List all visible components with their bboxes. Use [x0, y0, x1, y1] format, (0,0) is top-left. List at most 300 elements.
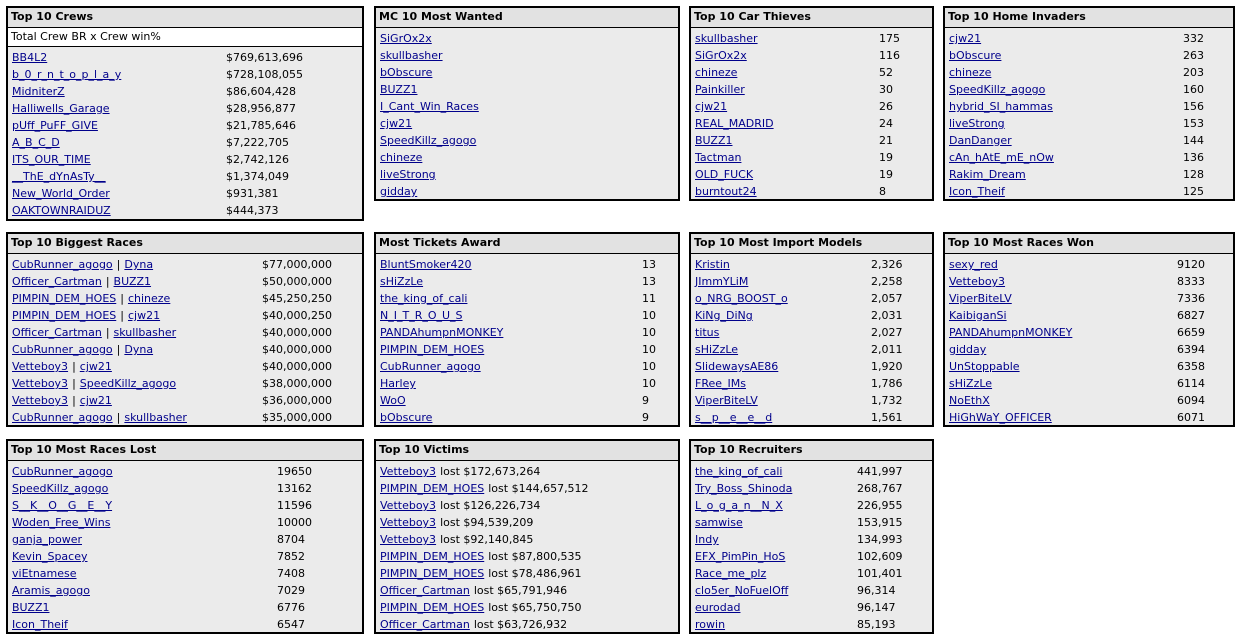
player-link[interactable]: CubRunner_agogo — [380, 360, 481, 373]
player-link[interactable]: Vetteboy3 — [380, 516, 437, 529]
list-row — [691, 409, 932, 426]
player-link[interactable]: Indy — [695, 533, 719, 546]
list-row — [8, 480, 362, 497]
player-link[interactable]: chineze — [380, 151, 423, 164]
player-link[interactable]: Icon_Theif — [949, 185, 1005, 198]
list-row — [691, 256, 932, 273]
player-link[interactable]: OAKTOWNRAIDUZ — [12, 204, 111, 217]
race-row — [8, 409, 362, 426]
recruiters-list — [691, 461, 932, 633]
racer-b-link[interactable]: chineze — [127, 292, 171, 305]
list-row — [8, 100, 362, 117]
separator: | — [72, 377, 76, 390]
player-link[interactable]: NoEthX — [949, 394, 990, 407]
player-link[interactable]: PIMPIN_DEM_HOES — [380, 601, 485, 614]
stat-value: 263 — [1183, 49, 1204, 62]
player-link[interactable]: titus — [695, 326, 720, 339]
player-link[interactable]: KiNg_DiNg — [695, 309, 753, 322]
victim-entry — [380, 531, 533, 548]
player-link[interactable]: sHiZzLe — [380, 275, 424, 288]
list-row — [8, 151, 362, 168]
racer-a-link[interactable]: Officer_Cartman — [12, 326, 102, 339]
list-row — [691, 166, 932, 183]
stat-value: 10 — [642, 377, 656, 390]
list-row — [8, 117, 362, 134]
car-thieves-list — [691, 28, 932, 200]
separator: | — [105, 326, 110, 339]
panel-title: MC 10 Most Wanted — [376, 8, 678, 28]
list-row — [691, 463, 932, 480]
list-row — [691, 81, 932, 98]
list-row — [945, 64, 1233, 81]
stat-value: 7852 — [277, 550, 305, 563]
player-link[interactable]: BUZZ1 — [695, 134, 733, 147]
racer-a-link[interactable]: Vetteboy3 — [12, 394, 69, 407]
list-row — [945, 183, 1233, 200]
list-row — [691, 392, 932, 409]
player-link[interactable]: BluntSmoker420 — [380, 258, 472, 271]
list-row — [376, 115, 678, 132]
racer-a-link[interactable]: Vetteboy3 — [12, 360, 69, 373]
list-row — [691, 47, 932, 64]
player-link[interactable]: S__K__O__G__E__Y — [12, 499, 113, 512]
player-link[interactable]: Kristin — [695, 258, 730, 271]
player-link[interactable]: Race_me_plz — [695, 567, 767, 580]
stat-value: 30 — [879, 83, 893, 96]
list-row — [691, 324, 932, 341]
player-link[interactable]: I_Cant_Win_Races — [380, 100, 479, 113]
race-row — [8, 290, 362, 307]
list-row — [8, 66, 362, 83]
player-link[interactable]: sexy_red — [949, 258, 998, 271]
racer-a-link[interactable]: Officer_Cartman — [12, 275, 102, 288]
list-row — [945, 307, 1233, 324]
player-link[interactable]: PIMPIN_DEM_HOES — [380, 550, 485, 563]
victim-entry — [380, 463, 540, 480]
player-link[interactable]: bObscure — [949, 49, 1002, 62]
player-link[interactable]: PIMPIN_DEM_HOES — [380, 482, 485, 495]
stat-value: 19 — [879, 168, 893, 181]
list-row — [945, 273, 1233, 290]
loss-text: lost $94,539,209 — [440, 516, 534, 529]
list-row — [376, 132, 678, 149]
player-link[interactable]: OLD_FUCK — [695, 168, 754, 181]
stat-value: 153,915 — [857, 516, 903, 529]
list-row — [691, 358, 932, 375]
stat-value: 6776 — [277, 601, 305, 614]
player-link[interactable]: ViperBiteLV — [695, 394, 758, 407]
stat-value: $7,222,705 — [226, 136, 289, 149]
victim-row — [376, 616, 678, 633]
list-row — [691, 565, 932, 582]
racer-a-link[interactable]: CubRunner_agogo — [12, 411, 113, 424]
stat-value: 24 — [879, 117, 893, 130]
player-link[interactable]: rowin — [695, 618, 726, 631]
victims-list — [376, 461, 678, 633]
list-row — [691, 375, 932, 392]
race-row — [8, 341, 362, 358]
stat-value: $1,374,049 — [226, 170, 289, 183]
loss-text: lost $78,486,961 — [488, 567, 582, 580]
races-lost-list — [8, 461, 362, 633]
list-row — [376, 256, 678, 273]
list-row — [376, 307, 678, 324]
victim-row — [376, 548, 678, 565]
stat-value: 7336 — [1177, 292, 1205, 305]
stat-value: $931,381 — [226, 187, 279, 200]
panel-title: Top 10 Home Invaders — [945, 8, 1233, 28]
player-link[interactable]: clo5er_NoFuelOff — [695, 584, 789, 597]
list-row — [691, 273, 932, 290]
list-row — [691, 514, 932, 531]
player-link[interactable]: Vetteboy3 — [380, 499, 437, 512]
racer-b-link[interactable]: cjw21 — [79, 394, 112, 407]
stat-value: 128 — [1183, 168, 1204, 181]
list-row — [691, 307, 932, 324]
victim-entry — [380, 582, 567, 599]
stat-value: 13 — [642, 258, 656, 271]
racer-b-link[interactable]: cjw21 — [127, 309, 161, 322]
racer-b-link[interactable]: skullbasher — [113, 326, 177, 339]
separator: | — [116, 343, 121, 356]
race-amount: $40,000,000 — [262, 326, 332, 339]
stat-value: 2,326 — [871, 258, 903, 271]
list-row — [691, 582, 932, 599]
list-row — [691, 64, 932, 81]
racers — [12, 409, 187, 426]
import-models-list — [691, 254, 932, 426]
stat-value: 1,732 — [871, 394, 903, 407]
victim-entry — [380, 565, 582, 582]
player-link[interactable]: SiGrOx2x — [695, 49, 747, 62]
victim-entry — [380, 548, 582, 565]
list-row — [691, 115, 932, 132]
stat-value: 6071 — [1177, 411, 1205, 424]
player-link[interactable]: BUZZ1 — [12, 601, 50, 614]
race-amount: $36,000,000 — [262, 394, 332, 407]
player-link[interactable]: gidday — [949, 343, 987, 356]
player-link[interactable]: sHiZzLe — [695, 343, 739, 356]
player-link[interactable]: SpeedKillz_agogo — [12, 482, 109, 495]
player-link[interactable]: SpeedKillz_agogo — [380, 134, 477, 147]
stat-value: 21 — [879, 134, 893, 147]
racer-a-link[interactable]: Vetteboy3 — [12, 377, 69, 390]
racer-b-link[interactable]: Dyna — [124, 343, 154, 356]
stat-value: 175 — [879, 32, 900, 45]
racer-a-link[interactable]: PIMPIN_DEM_HOES — [12, 309, 117, 322]
list-row — [691, 480, 932, 497]
stat-value: 160 — [1183, 83, 1204, 96]
race-row — [8, 392, 362, 409]
player-link[interactable]: Vetteboy3 — [380, 465, 437, 478]
player-link[interactable]: Officer_Cartman — [380, 618, 470, 631]
stat-value: 2,057 — [871, 292, 903, 305]
crews-list — [8, 47, 362, 219]
player-link[interactable]: Harley — [380, 377, 416, 390]
stat-value: 2,011 — [871, 343, 903, 356]
panel-title: Top 10 Crews — [8, 8, 362, 28]
stat-value: $21,785,646 — [226, 119, 296, 132]
racer-a-link[interactable]: CubRunner_agogo — [12, 258, 113, 271]
stat-value: 134,993 — [857, 533, 903, 546]
racer-b-link[interactable]: SpeedKillz_agogo — [79, 377, 177, 390]
player-link[interactable]: liveStrong — [380, 168, 436, 181]
list-row — [376, 375, 678, 392]
player-link[interactable]: REAL_MADRID — [695, 117, 774, 130]
race-row — [8, 273, 362, 290]
player-link[interactable]: Halliwells_Garage — [12, 102, 110, 115]
player-link[interactable]: Vetteboy3 — [949, 275, 1006, 288]
player-link[interactable]: A_B_C_D — [12, 136, 60, 149]
stat-value: 441,997 — [857, 465, 903, 478]
list-row — [691, 183, 932, 200]
panel-races-lost — [6, 439, 364, 634]
victim-row — [376, 480, 678, 497]
list-row — [945, 47, 1233, 64]
player-link[interactable]: bObscure — [380, 411, 433, 424]
list-row — [376, 64, 678, 81]
race-row — [8, 307, 362, 324]
player-link[interactable]: hybrid_SI_hammas — [949, 100, 1053, 113]
stat-value: $769,613,696 — [226, 51, 303, 64]
victim-entry — [380, 599, 582, 616]
stat-value: 125 — [1183, 185, 1204, 198]
racer-b-link[interactable]: Dyna — [124, 258, 154, 271]
racer-b-link[interactable]: skullbasher — [124, 411, 187, 424]
list-row — [691, 30, 932, 47]
stat-value: 6114 — [1177, 377, 1205, 390]
list-row — [945, 358, 1233, 375]
player-link[interactable]: cAn_hAtE_mE_nOw — [949, 151, 1054, 164]
list-row — [691, 290, 932, 307]
player-link[interactable]: pUff_PuFF_GIVE — [12, 119, 98, 132]
player-link[interactable]: Aramis_agogo — [12, 584, 90, 597]
loss-text: lost $144,657,512 — [488, 482, 589, 495]
player-link[interactable]: MidniterZ — [12, 85, 65, 98]
stat-value: 6659 — [1177, 326, 1205, 339]
player-link[interactable]: SlidewaysAE86 — [695, 360, 779, 373]
stat-value: 9120 — [1177, 258, 1205, 271]
race-amount: $77,000,000 — [262, 258, 332, 271]
list-row — [691, 616, 932, 633]
player-link[interactable]: cjw21 — [380, 117, 413, 130]
race-row — [8, 256, 362, 273]
player-link[interactable]: Try_Boss_Shinoda — [695, 482, 793, 495]
player-link[interactable]: Tactman — [695, 151, 742, 164]
list-row — [8, 134, 362, 151]
player-link[interactable]: chineze — [949, 66, 992, 79]
player-link[interactable]: CubRunner_agogo — [12, 465, 113, 478]
player-link[interactable]: BB4L2 — [12, 51, 48, 64]
panel-home-invaders — [943, 6, 1235, 201]
player-link[interactable]: DanDanger — [949, 134, 1012, 147]
list-row — [945, 166, 1233, 183]
list-row — [945, 132, 1233, 149]
player-link[interactable]: viEtnamese — [12, 567, 77, 580]
list-row — [691, 599, 932, 616]
player-link[interactable]: PIMPIN_DEM_HOES — [380, 343, 485, 356]
stat-value: 52 — [879, 66, 893, 79]
player-link[interactable]: Kevin_Spacey — [12, 550, 88, 563]
racers — [12, 256, 153, 273]
player-link[interactable]: ViperBiteLV — [949, 292, 1012, 305]
list-row — [8, 83, 362, 100]
list-row — [376, 392, 678, 409]
stat-value: 226,955 — [857, 499, 903, 512]
player-link[interactable]: s__p__e__e__d — [695, 411, 773, 424]
player-link[interactable]: JImmYLiM — [695, 275, 749, 288]
list-row — [376, 81, 678, 98]
panel-import-models — [689, 232, 934, 427]
racers — [12, 290, 170, 307]
loss-text: lost $65,791,946 — [473, 584, 568, 597]
racer-b-link[interactable]: BUZZ1 — [113, 275, 152, 288]
stat-value: $728,108,055 — [226, 68, 303, 81]
player-link[interactable]: SpeedKillz_agogo — [949, 83, 1046, 96]
player-link[interactable]: chineze — [695, 66, 738, 79]
list-row — [376, 324, 678, 341]
player-link[interactable]: Rakim_Dream — [949, 168, 1026, 181]
player-link[interactable]: BUZZ1 — [380, 83, 418, 96]
player-link[interactable]: sHiZzLe — [949, 377, 993, 390]
player-link[interactable]: FRee_IMs — [695, 377, 746, 390]
player-link[interactable]: cjw21 — [949, 32, 982, 45]
list-row — [945, 149, 1233, 166]
player-link[interactable]: Vetteboy3 — [380, 533, 437, 546]
stat-value: 144 — [1183, 134, 1204, 147]
panel-top-crews — [6, 6, 364, 221]
list-row — [8, 497, 362, 514]
list-row — [376, 290, 678, 307]
panel-title: Most Tickets Award — [376, 234, 678, 254]
player-link[interactable]: bObscure — [380, 66, 433, 79]
list-row — [8, 463, 362, 480]
stat-value: 11596 — [277, 499, 312, 512]
racers — [12, 375, 176, 392]
stat-value: 9 — [642, 411, 649, 424]
player-link[interactable]: Icon_Theif — [12, 618, 68, 631]
victim-entry — [380, 514, 533, 531]
player-link[interactable]: ITS_OUR_TIME — [12, 153, 91, 166]
stat-value: 116 — [879, 49, 900, 62]
stat-value: 11 — [642, 292, 656, 305]
list-row — [376, 47, 678, 64]
stat-value: 2,031 — [871, 309, 903, 322]
separator: | — [120, 292, 124, 305]
panel-title: Top 10 Victims — [376, 441, 678, 461]
player-link[interactable]: o_NRG_BOOST_o — [695, 292, 788, 305]
player-link[interactable]: Officer_Cartman — [380, 584, 470, 597]
list-row — [691, 531, 932, 548]
stat-value: 6394 — [1177, 343, 1205, 356]
stat-value: 101,401 — [857, 567, 903, 580]
racers — [12, 358, 112, 375]
player-link[interactable]: PANDAhumpnMONKEY — [380, 326, 504, 339]
list-row — [8, 202, 362, 219]
player-link[interactable]: HiGhWaY_OFFICER — [949, 411, 1052, 424]
biggest-races-list — [8, 254, 362, 426]
player-link[interactable]: eurodad — [695, 601, 741, 614]
separator: | — [116, 411, 121, 424]
player-link[interactable]: EFX_PimPin_HoS — [695, 550, 786, 563]
stat-value: 19650 — [277, 465, 312, 478]
separator: | — [72, 360, 76, 373]
list-row — [945, 115, 1233, 132]
player-link[interactable]: UnStoppable — [949, 360, 1020, 373]
stat-value: 9 — [642, 394, 649, 407]
player-link[interactable]: Woden_Free_Wins — [12, 516, 111, 529]
victim-row — [376, 463, 678, 480]
stat-value: $28,956,877 — [226, 102, 296, 115]
player-link[interactable]: liveStrong — [949, 117, 1005, 130]
race-amount: $45,250,250 — [262, 292, 332, 305]
player-link[interactable]: SiGrOx2x — [380, 32, 432, 45]
player-link[interactable]: the_king_of_cali — [380, 292, 468, 305]
player-link[interactable]: PANDAhumpnMONKEY — [949, 326, 1073, 339]
stat-value: 6358 — [1177, 360, 1205, 373]
race-row — [8, 375, 362, 392]
race-amount: $40,000,250 — [262, 309, 332, 322]
player-link[interactable]: N_I_T_R_O_U_S — [380, 309, 463, 322]
victim-row — [376, 531, 678, 548]
most-wanted-list — [376, 28, 678, 200]
separator: | — [105, 275, 110, 288]
racer-a-link[interactable]: PIMPIN_DEM_HOES — [12, 292, 117, 305]
panel-title: Top 10 Most Races Lost — [8, 441, 362, 461]
list-row — [8, 565, 362, 582]
player-link[interactable]: L_o_g_a_n__N_X — [695, 499, 783, 512]
player-link[interactable]: b_0_r_n_t_o_p_l_a_y — [12, 68, 122, 81]
loss-text: lost $63,726,932 — [473, 618, 568, 631]
panel-title: Top 10 Most Races Won — [945, 234, 1233, 254]
player-link[interactable]: ganja_power — [12, 533, 82, 546]
player-link[interactable]: gidday — [380, 185, 418, 198]
list-row — [691, 341, 932, 358]
player-link[interactable]: Painkiller — [695, 83, 745, 96]
player-link[interactable]: PIMPIN_DEM_HOES — [380, 567, 485, 580]
player-link[interactable]: __ThE_dYnAsTy__ — [12, 170, 106, 183]
list-row — [691, 497, 932, 514]
list-row — [945, 98, 1233, 115]
stat-value: 1,920 — [871, 360, 903, 373]
loss-text: lost $92,140,845 — [440, 533, 534, 546]
panel-tickets — [374, 232, 680, 427]
stat-value: 1,786 — [871, 377, 903, 390]
player-link[interactable]: cjw21 — [695, 100, 728, 113]
player-link[interactable]: skullbasher — [380, 49, 443, 62]
player-link[interactable]: New_World_Order — [12, 187, 110, 200]
racer-b-link[interactable]: cjw21 — [79, 360, 112, 373]
panel-title: Top 10 Biggest Races — [8, 234, 362, 254]
stat-value: 2,027 — [871, 326, 903, 339]
player-link[interactable]: KaibiganSi — [949, 309, 1007, 322]
player-link[interactable]: samwise — [695, 516, 743, 529]
list-row — [691, 132, 932, 149]
victim-row — [376, 497, 678, 514]
loss-text: lost $172,673,264 — [440, 465, 541, 478]
list-row — [945, 375, 1233, 392]
stat-value: 136 — [1183, 151, 1204, 164]
stat-value: 10 — [642, 326, 656, 339]
player-link[interactable]: WoO — [380, 394, 406, 407]
player-link[interactable]: skullbasher — [695, 32, 758, 45]
panel-title: Top 10 Most Import Models — [691, 234, 932, 254]
stat-value: 7408 — [277, 567, 305, 580]
racer-a-link[interactable]: CubRunner_agogo — [12, 343, 113, 356]
player-link[interactable]: the_king_of_cali — [695, 465, 783, 478]
list-row — [376, 30, 678, 47]
player-link[interactable]: burntout24 — [695, 185, 757, 198]
